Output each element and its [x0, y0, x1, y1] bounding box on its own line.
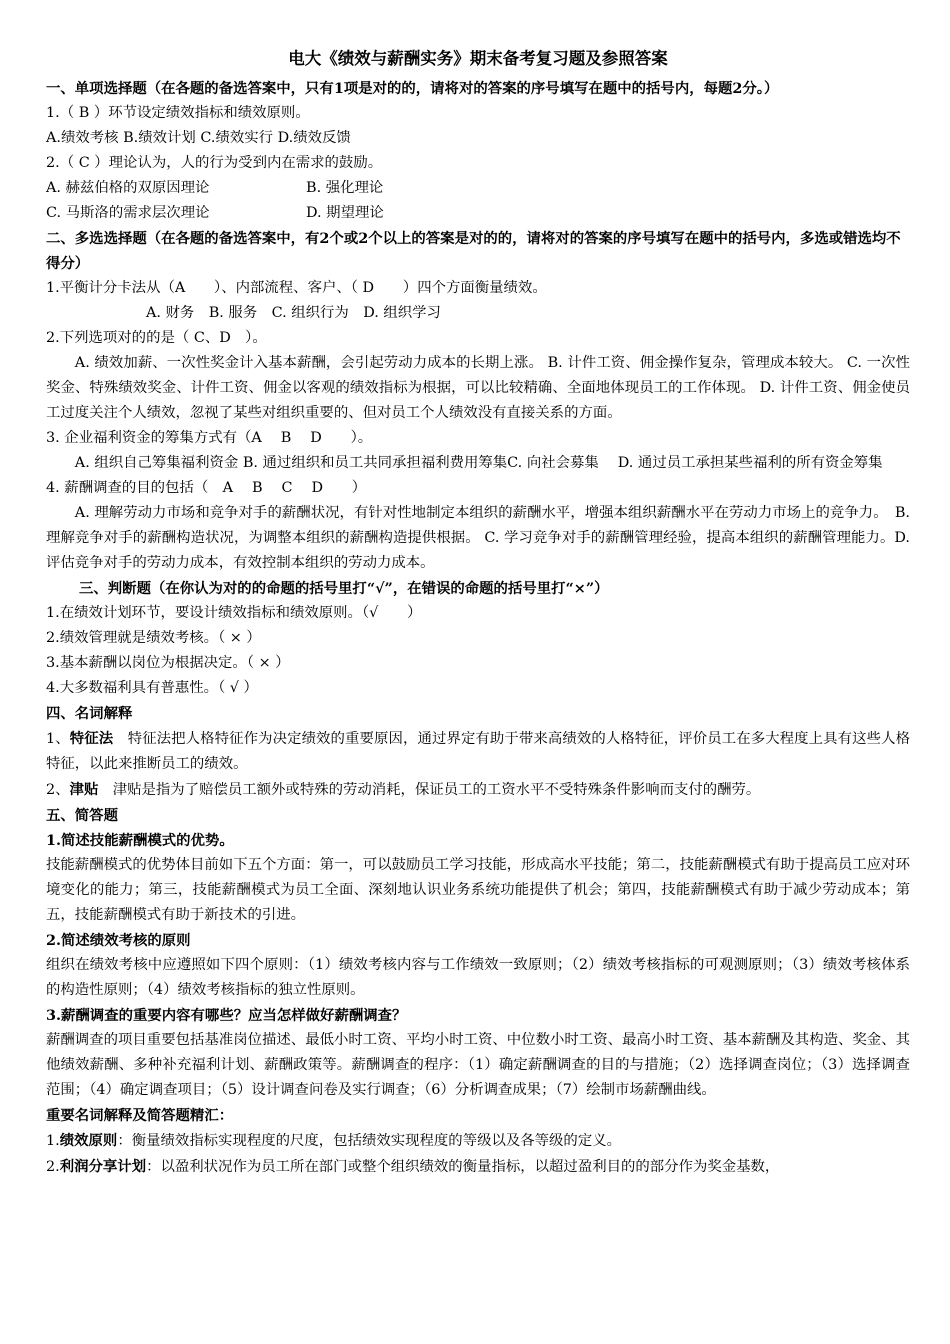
short-answer-2: 组织在绩效考核中应遵照如下四个原则：（1）绩效考核内容与工作绩效一致原则；（2）绩效考核指标的可观测原则；（3）绩效考核体系的构造性原则；（4）绩效考核指标的独立性原则。	[46, 957, 910, 998]
section5-heading: 五、简答题	[46, 807, 118, 824]
short-answer-question-1: 1.简述技能薪酬模式的优势。	[46, 832, 234, 849]
summary-heading: 重要名词解释及简答题精汇：	[46, 1107, 234, 1124]
section2-question-1: 1.平衡计分卡法从（A ）、内部流程、客户、（ D ）四个方面衡量绩效。	[46, 280, 547, 296]
option-c: C. 马斯洛的需求层次理论	[46, 205, 210, 221]
document-title: 电大《绩效与薪酬实务》期末备考复习题及参照答案	[288, 49, 668, 68]
section1-question-2-options-row1	[46, 176, 910, 201]
option-a: A. 赫兹伯格的双原因理论	[46, 180, 210, 196]
section2-heading: 二、多选选择题（在各题的备选答案中，有2个或2个以上的答案是对的的，请将对的答案的序号填写在题中的括号内，多选或错选均不得分）	[46, 230, 901, 272]
judgement-item: 2.绩效管理就是绩效考核。（ × ）	[46, 630, 261, 646]
term-number: 1.	[46, 1133, 60, 1149]
term-definition-1	[46, 726, 910, 777]
section2-question-3-options: A. 组织自己筹集福利资金 B. 通过组织和员工共同承担福利费用筹集C. 向社会募集 D. 通过员工承担某些福利的所有资金筹集	[74, 455, 883, 471]
term-text: 特征法把人格特征作为决定绩效的重要原因，通过界定有助于带来高绩效的人格特征，评价员工在多大程度上具有这些人格特征，以此来推断员工的绩效。	[46, 731, 910, 772]
term-name: 特征法	[69, 730, 114, 747]
section2-question-2-options: A. 绩效加薪、一次性奖金计入基本薪酬，会引起劳动力成本的长期上涨。 B. 计件工资、佣金操作复杂，管理成本较大。 C. 一次性奖金、特殊绩效奖金、计件工资、佣金以客观的绩效指标为根据，可以比较精确、全面地体现员工的工作体现。 D. 计件工资、佣金使员工过度关注个人绩效，忽视了某些对组织重要的、但对员工个人绩效没有直接关系的方面。	[46, 355, 910, 421]
judgement-item: 4.大多数福利具有普惠性。（ √ ）	[46, 680, 258, 696]
section1-question-1-options: A.绩效考核 B.绩效计划 C.绩效实行 D.绩效反馈	[46, 130, 351, 146]
section1-question-1: 1.（ B ）环节设定绩效指标和绩效原则。	[46, 105, 310, 121]
term-text: ：以盈利状况作为员工所在部门或整个组织绩效的衡量指标，以超过盈利目的的部分作为奖金基数，	[146, 1159, 780, 1175]
section2-question-4: 4. 薪酬调查的目的包括（ A B C D ）	[46, 480, 367, 496]
summary-term-1	[46, 1128, 910, 1154]
section2-question-1-options: A. 财务 B. 服务 C. 组织行为 D. 组织学习	[146, 305, 441, 321]
short-answer-3: 薪酬调查的项目重要包括基准岗位描述、最低小时工资、平均小时工资、中位数小时工资、最高小时工资、基本薪酬及其构造、奖金、其他绩效薪酬、多种补充福利计划、薪酬政策等。薪酬调查的程序：（1）确定薪酬调查的目的与措施；（2）选择调查岗位；（3）选择调查范围；（4）确定调查项目；（5）设计调查问卷及实行调查；（6）分析调查成果；（7）绘制市场薪酬曲线。	[46, 1032, 910, 1098]
option-d: D. 期望理论	[306, 205, 384, 221]
short-answer-1: 技能薪酬模式的优势体目前如下五个方面：第一，可以鼓励员工学习技能，形成高水平技能；第二，技能薪酬模式有助于提高员工应对环境变化的能力；第三，技能薪酬模式为员工全面、深刻地认识业务系统功能提供了机会；第四，技能薪酬模式有助于减少劳动成本；第五，技能薪酬模式有助于新技术的引进。	[46, 857, 910, 923]
section1-question-2: 2.（ C ）理论认为，人的行为受到内在需求的鼓励。	[46, 155, 383, 171]
term-definition-2	[46, 777, 910, 803]
summary-term-2	[46, 1154, 910, 1180]
judgement-item: 3.基本薪酬以岗位为根据决定。（ × ）	[46, 655, 290, 671]
term-name: 绩效原则	[59, 1132, 118, 1149]
term-name: 津贴	[69, 781, 99, 798]
term-number: 2.	[46, 1159, 60, 1175]
section1-question-2-options-row2	[46, 201, 910, 226]
term-text: 津贴是指为了赔偿员工额外或特殊的劳动消耗，保证员工的工资水平不受特殊条件影响而支付的酬劳。	[98, 782, 761, 798]
section3-heading: 三、判断题（在你认为对的的命题的括号里打“√”，在错误的命题的括号里打“×”）	[79, 580, 609, 597]
term-text: ：衡量绩效指标实现程度的尺度，包括绩效实现程度的等级以及各等级的定义。	[117, 1133, 621, 1149]
judgement-item: 1.在绩效计划环节，要设计绩效指标和绩效原则。（√ ）	[46, 605, 422, 621]
section2-question-2: 2.下列选项对的的是（ C、D ）。	[46, 330, 267, 346]
term-name: 利润分享计划	[59, 1158, 147, 1175]
section2-question-3: 3. 企业福利资金的筹集方式有（A B D ）。	[46, 430, 373, 446]
short-answer-question-3: 3.薪酬调查的重要内容有哪些？应当怎样做好薪酬调查？	[46, 1007, 407, 1024]
option-b: B. 强化理论	[306, 180, 384, 196]
term-number: 1、	[46, 731, 70, 747]
term-number: 2、	[46, 782, 70, 798]
section1-heading: 一、单项选择题（在各题的备选答案中，只有1项是对的的，请将对的答案的序号填写在题中的括号内，每题2分。）	[46, 80, 779, 97]
short-answer-question-2: 2.简述绩效考核的原则	[46, 932, 191, 949]
section2-question-4-options: A. 理解劳动力市场和竞争对手的薪酬状况，有针对性地制定本组织的薪酬水平，增强本组织薪酬水平在劳动力市场上的竞争力。 B. 理解竞争对手的薪酬构造状况，为调整本组织的薪酬构造提供根据。 C. 学习竞争对手的薪酬管理经验，提高本组织的薪酬管理能力。D. 评估竞争对手的劳动力成本，有效控制本组织的劳动力成本。	[46, 505, 910, 571]
section4-heading: 四、名词解释	[46, 705, 133, 722]
